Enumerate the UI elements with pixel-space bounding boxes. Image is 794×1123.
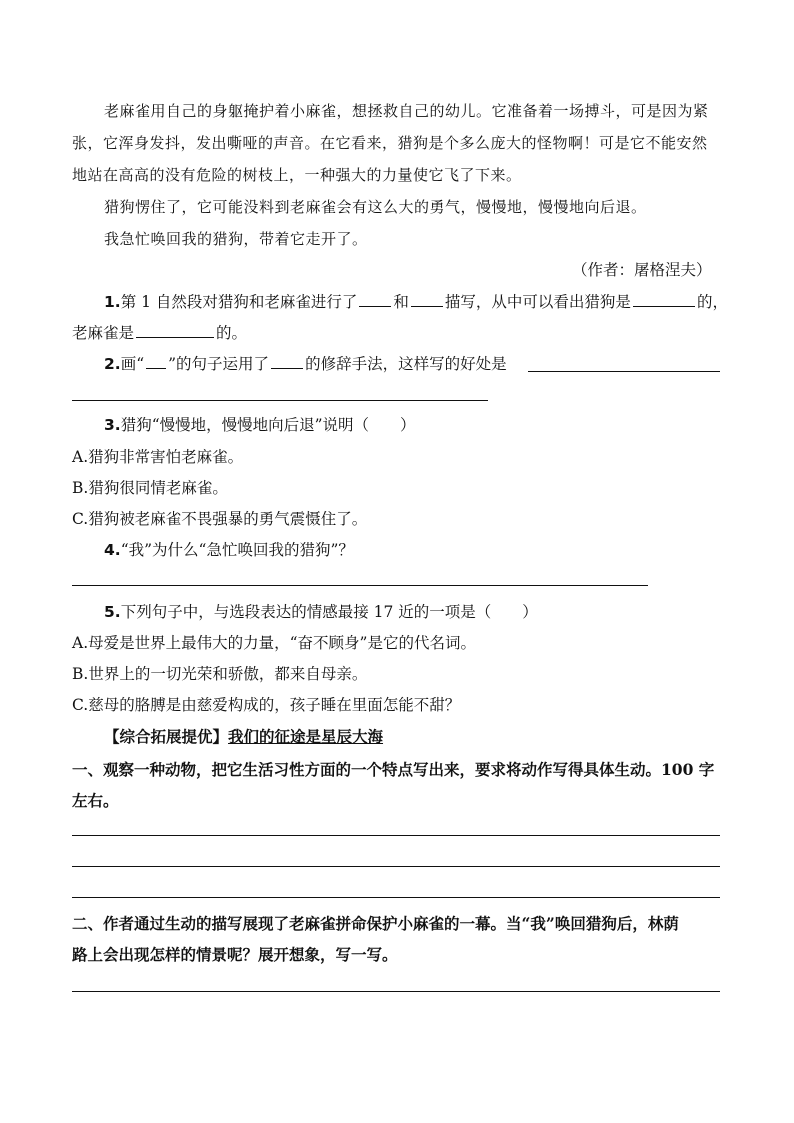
question-2 <box>104 353 507 374</box>
passage-paragraph-3: 我急忙唤回我的猎狗，带着它走开了。 <box>104 230 368 248</box>
answer-blank[interactable] <box>359 291 391 307</box>
extension-task-1-line-1: 一、观察一种动物，把它生活习性方面的一个特点写出来，要求将动作写得具体生动。100 字 <box>72 760 715 779</box>
answer-line[interactable] <box>72 585 648 586</box>
extension-header <box>104 727 383 747</box>
question-3-option-c[interactable]: C.猎狗被老麻雀不畏强暴的勇气震慑住了。 <box>72 510 368 528</box>
question-5-option-a[interactable]: A.母爱是世界上最伟大的力量，“奋不顾身”是它的代名词。 <box>72 634 476 652</box>
passage-paragraph-1-line-1: 老麻雀用自己的身躯掩护着小麻雀，想拯救自己的幼儿。它准备着一场搏斗，可是因为紧 <box>104 102 709 120</box>
question-1 <box>104 291 728 312</box>
question-5-number: 5. <box>104 603 121 621</box>
writing-line[interactable] <box>72 835 720 836</box>
answer-blank[interactable] <box>411 291 443 307</box>
answer-blank[interactable] <box>633 291 695 307</box>
extension-header-slogan: 我们的征途是星辰大海 <box>228 727 384 746</box>
question-5 <box>104 602 538 622</box>
passage-paragraph-1-line-2: 张，它浑身发抖，发出嘶哑的声音。在它看来，猎狗是个多么庞大的怪物啊！可是它不能安然 <box>72 134 708 152</box>
question-2-number: 2. <box>104 355 121 373</box>
question-1-text-d: 的， <box>696 293 728 311</box>
question-2-text-b: ”的句子运用了 <box>168 355 270 373</box>
answer-line[interactable] <box>528 371 720 372</box>
passage-paragraph-2: 猎狗愣住了，它可能没料到老麻雀会有这么大的勇气，慢慢地，慢慢地向后退。 <box>104 198 647 216</box>
question-3 <box>104 415 416 435</box>
answer-blank[interactable] <box>146 353 166 369</box>
question-1-line-2 <box>72 322 247 343</box>
question-2-text-c: 的修辞手法，这样写的好处是 <box>305 355 507 373</box>
question-1-text-a: 第 1 自然段对猎狗和老麻雀进行了 <box>120 293 358 311</box>
question-1-number: 1. <box>104 293 121 311</box>
question-3-number: 3. <box>104 416 121 434</box>
answer-blank[interactable] <box>136 322 214 338</box>
question-4 <box>104 540 354 560</box>
question-4-text: “我”为什么“急忙唤回我的猎狗”？ <box>120 541 354 559</box>
extension-task-2-line-1: 二、作者通过生动的描写展现了老麻雀拼命保护小麻雀的一幕。当“我”唤回猎狗后，林荫 <box>72 914 679 933</box>
answer-blank[interactable] <box>271 353 303 369</box>
answer-line[interactable] <box>72 400 488 401</box>
extension-task-1-line-2: 左右。 <box>72 791 119 810</box>
question-3-option-b[interactable]: B.猎狗很同情老麻雀。 <box>72 479 228 497</box>
writing-line[interactable] <box>72 866 720 867</box>
question-5-option-b[interactable]: B.世界上的一切光荣和骄傲，都来自母亲。 <box>72 665 368 683</box>
question-1-text-f: 的。 <box>216 324 248 342</box>
question-3-text: 猎狗“慢慢地，慢慢地向后退”说明（ ） <box>120 416 416 434</box>
question-1-text-c: 描写，从中可以看出猎狗是 <box>444 293 631 311</box>
writing-line[interactable] <box>72 897 720 898</box>
question-3-option-a[interactable]: A.猎狗非常害怕老麻雀。 <box>72 448 244 466</box>
question-1-text-b: 和 <box>393 293 409 311</box>
writing-line[interactable] <box>72 991 720 992</box>
question-5-option-c[interactable]: C.慈母的胳膊是由慈爱构成的，孩子睡在里面怎能不甜？ <box>72 696 461 714</box>
passage-paragraph-1-line-3: 地站在高高的没有危险的树枝上，一种强大的力量使它飞了下来。 <box>72 166 522 184</box>
extension-header-label: 【综合拓展提优】 <box>104 727 229 746</box>
extension-task-2-line-2: 路上会出现怎样的情景呢？展开想象，写一写。 <box>72 945 398 964</box>
question-2-text-a: 画“ <box>120 355 145 373</box>
question-1-text-e: 老麻雀是 <box>72 324 135 342</box>
question-5-text: 下列句子中，与选段表达的情感最接 17 近的一项是（ ） <box>120 603 538 621</box>
author-line: （作者：屠格涅夫） <box>572 261 712 279</box>
question-4-number: 4. <box>104 541 121 559</box>
